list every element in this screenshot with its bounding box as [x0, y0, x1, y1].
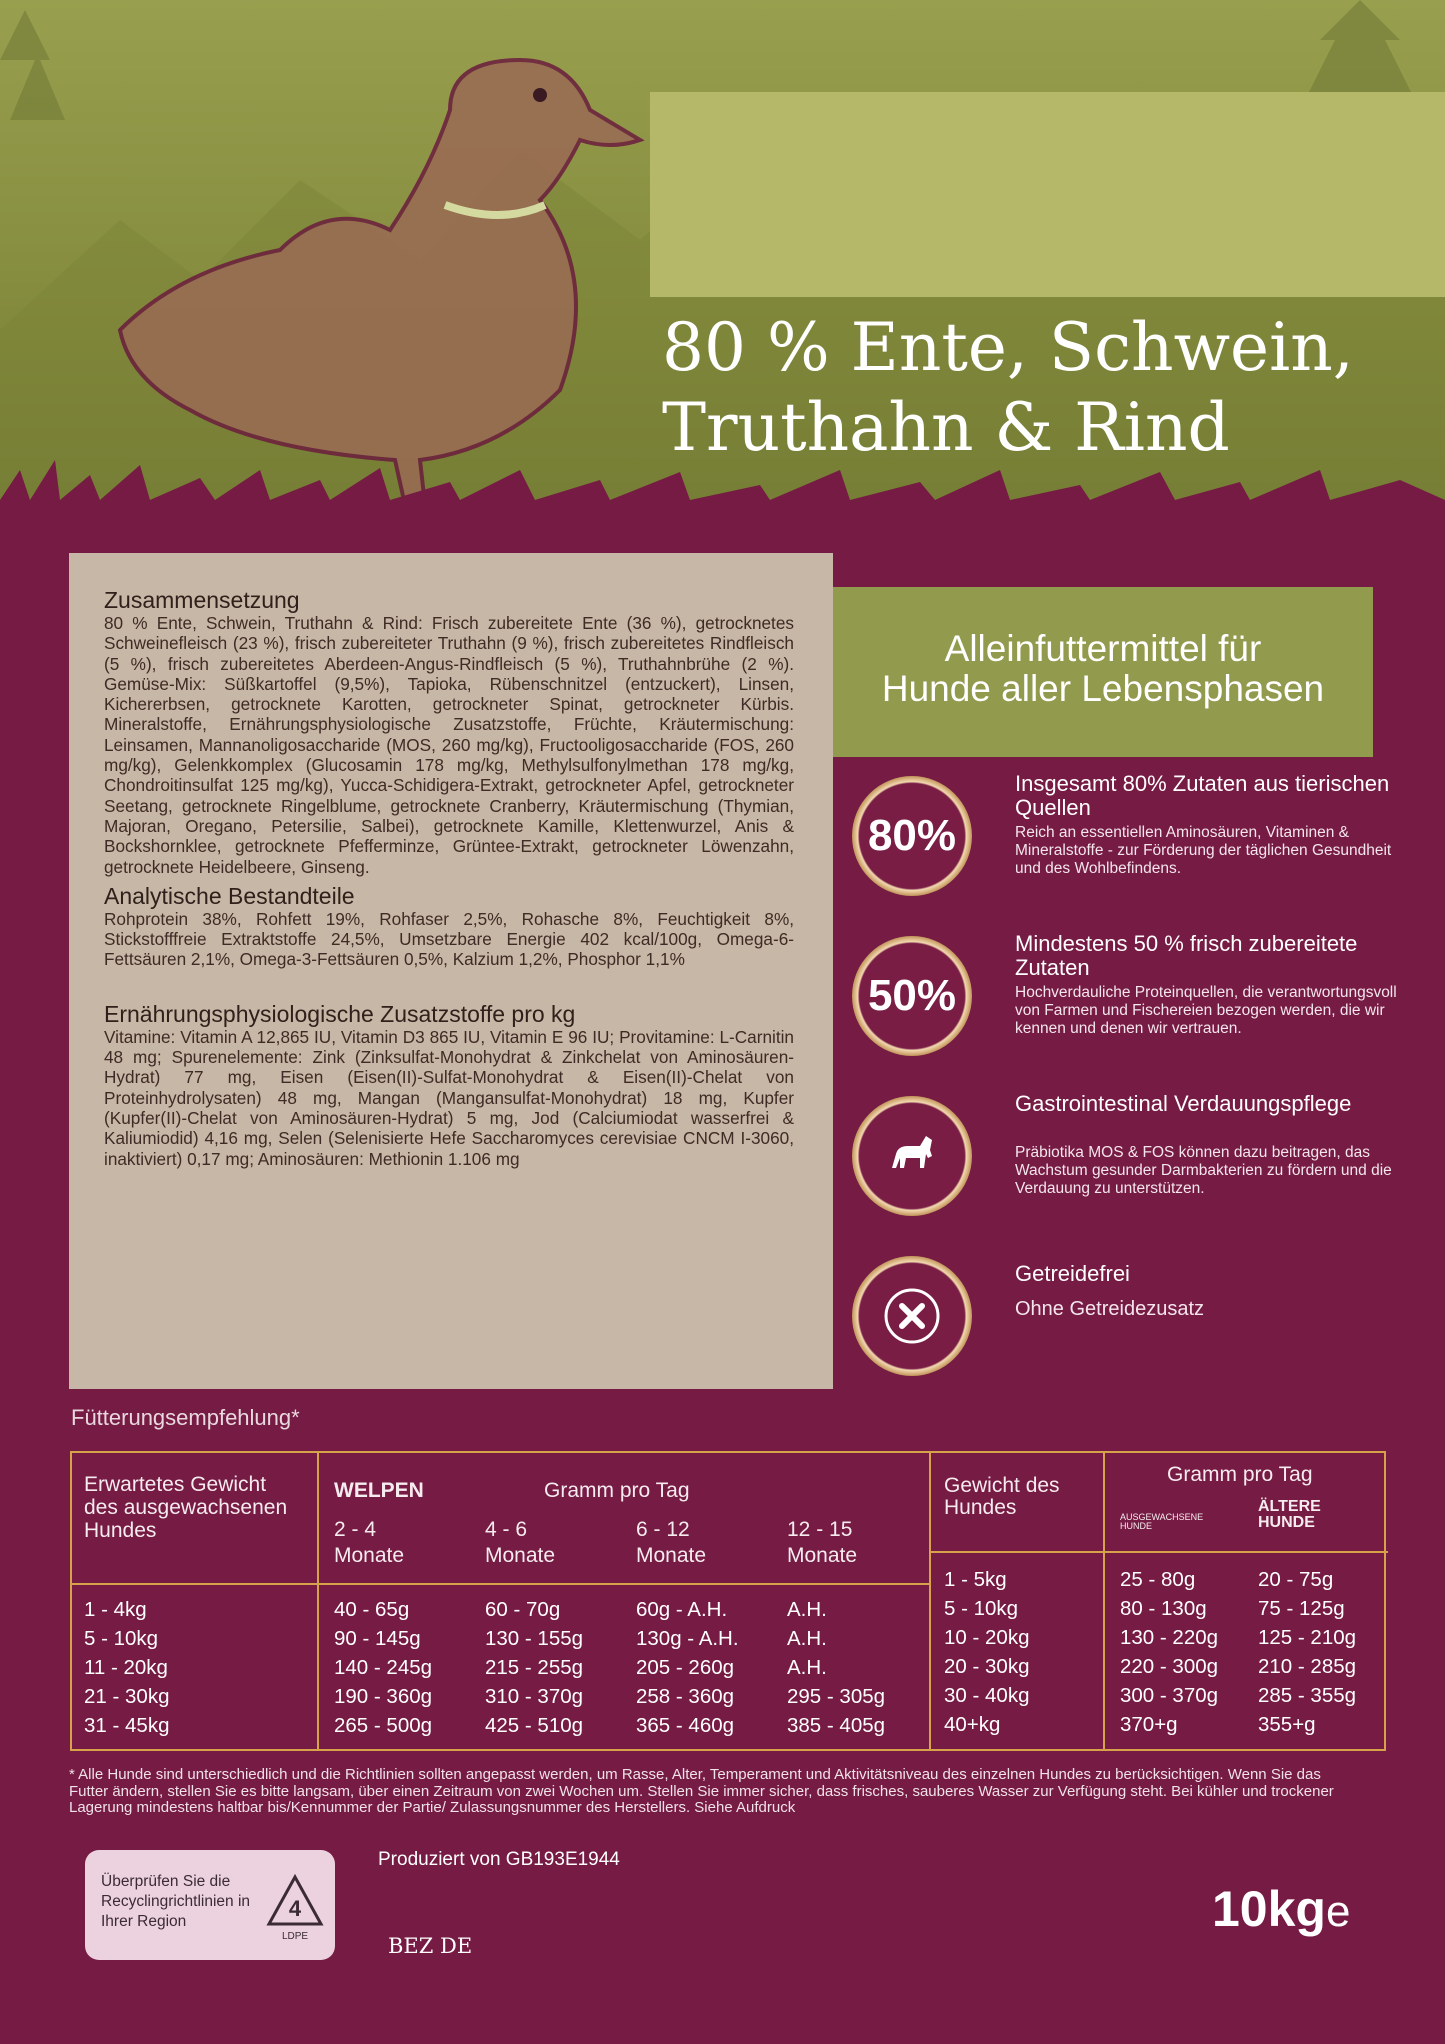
hero-label-box [650, 92, 1445, 297]
feature-description: Präbiotika MOS & FOS können dazu beitragen, das Wachstum gesunder Darmbakterien zu fördern und die Verdauung zu unterstützen. [1015, 1144, 1392, 1197]
table-cell: 355+g [1258, 1713, 1316, 1736]
recycle-triangle-icon [265, 1872, 325, 1942]
table-cell: 40 - 65g [334, 1598, 410, 1621]
table-cell: 20 - 30kg [944, 1655, 1030, 1678]
recycling-notice [85, 1850, 335, 1960]
badge-label: 50% [867, 971, 957, 1020]
producer-info: Produziert von GB193E1944 [378, 1849, 620, 1870]
feeding-caption: Fütterungsempfehlung* [71, 1405, 300, 1430]
age-column-1 [334, 1595, 432, 1740]
table-cell: 210 - 285g [1258, 1655, 1357, 1678]
additives-heading: Ernährungsphysiologische Zusatzstoffe pro kg [104, 1000, 576, 1027]
table-cell: 265 - 500g [334, 1714, 433, 1737]
table-cell: 205 - 260g [636, 1656, 735, 1679]
age-column-header: 4 - 6 Monate [485, 1518, 556, 1567]
table-divider [72, 1583, 929, 1585]
feeding-table [70, 1451, 1386, 1751]
net-weight [1212, 1880, 1350, 1938]
age-column-3 [636, 1595, 739, 1740]
table-cell: 25 - 80g [1120, 1568, 1196, 1591]
table-cell: 60g - A.H. [636, 1598, 728, 1621]
recycle-code: 4 [288, 1896, 302, 1921]
analytic-heading: Analytische Bestandteile [104, 882, 355, 909]
table-cell: 190 - 360g [334, 1685, 433, 1708]
feature-description: Reich an essentiellen Aminosäuren, Vitaminen & Mineralstoffe - zur Förderung der täglichen Gesundheit und des Wohlbefindens. [1015, 824, 1392, 877]
product-title-line2: Truthahn & Rind [662, 389, 1230, 466]
weight-header-left: Erwartetes Gewicht des ausgewachsenen Hundes [84, 1473, 288, 1542]
table-cell: 130g - A.H. [636, 1627, 739, 1650]
table-cell: A.H. [787, 1656, 827, 1679]
net-weight-value: 10kg [1212, 1881, 1326, 1937]
table-cell: 21 - 30kg [84, 1685, 170, 1708]
feature-title: Gastrointestinal Verdauungspflege [1015, 1091, 1352, 1116]
table-cell: 130 - 155g [485, 1627, 584, 1650]
table-cell: A.H. [787, 1598, 827, 1621]
composition-text: 80 % Ente, Schwein, Truthahn & Rind: Frisch zubereitete Ente (36 %), getrocknetes Schweinefleisch (23 %), frisch zubereiteter Truthahn (9 %), frisch zubereitetes Rindfleisch (5 %), frisch zubereitetes Aberdeen-Angus-Rindfleisch (5 %), Truthahnbrühe (2 %). Gemüse-Mix: Süßkartoffel (9,5%), Tapioka, Rübenschnitzel (entzuckert), Linsen, Kichererbsen, getrocknete Karotten, getrockneter Spinat, getrockneter Kürbis. Mineralstoffe, Ernährungsphysiologische Zusatzstoffe, Früchte, Kräutermischung: Leinsamen, Mannanoligosaccharide (MOS, 260 mg/kg), Fructooligosaccharide (FOS, 260 mg/kg), Gelenkkomplex (Glucosamin 178 mg/kg, Methylsulfonylmethan 178 mg/kg, Chondroitinsulfat 125 mg/kg), Yucca-Schidigera-Extrakt, getrockneter Apfel, getrockneter Seetang, getrocknete Ringelblume, getrocknete Cranberry, Kräutermischung (Thymian, Majoran, Oregano, Petersilie, Salbei), getrocknete Kamille, Klettenwurzel, Anis & Bockshornklee, getrocknete Pfefferminze, Grüntee-Extrakt, getrockneter Löwenzahn, getrocknete Heidelbeere, Ginseng. [104, 613, 794, 877]
table-cell: 5 - 10kg [84, 1627, 159, 1650]
table-cell: 10 - 20kg [944, 1626, 1030, 1649]
age-column-header: 2 - 4 Monate [334, 1518, 405, 1567]
puppy-label: WELPEN [334, 1479, 424, 1502]
age-column-2 [485, 1595, 583, 1740]
table-cell: 1 - 5kg [944, 1568, 1007, 1591]
hero-illustration [0, 0, 1445, 530]
bez-mark: BEZ DE [388, 1934, 473, 1958]
gram-label-left: Gramm pro Tag [544, 1479, 690, 1502]
feeding-footnote: * Alle Hunde sind unterschiedlich und die Richtlinien sollten angepasst werden, um Rasse, Alter, Temperament und Aktivitätsniveau des einzelnen Hundes zu berücksichtigen. Wenn Sie das Futter ändern, stellen Sie es bitte langsam, über einen Zeitraum von zwei Wochen um. Stellen Sie immer sicher, dass frisches, sauberes Wasser zur Verfügung steht. Bei kühler und trockener Lagerung mindestens haltbar bis/Kennummer der Partie/ Zulassungsnummer des Herstellers. Siehe Aufdruck [69, 1766, 1334, 1816]
product-title [662, 308, 1422, 468]
recycle-material: LDPE [281, 1931, 309, 1942]
table-cell: 285 - 355g [1258, 1684, 1357, 1707]
table-cell: 90 - 145g [334, 1627, 421, 1650]
estimated-sign: e [1325, 1887, 1351, 1936]
table-cell: 385 - 405g [787, 1714, 886, 1737]
senior-column [1258, 1565, 1356, 1739]
table-cell: 215 - 255g [485, 1656, 584, 1679]
table-cell: 125 - 210g [1258, 1626, 1357, 1649]
analytic-text: Rohprotein 38%, Rohfett 19%, Rohfaser 2,5%, Rohasche 8%, Feuchtigkeit 8%, Stickstofffreie Extraktstoffe 24,5%, Umsetzbare Energie 402 kcal/100g, Omega-6-Fettsäuren 2,1%, Omega-3-Fettsäuren 0,5%, Kalzium 1,2%, Phosphor 1,1% [104, 908, 794, 970]
table-cell: 20 - 75g [1258, 1568, 1334, 1591]
table-cell: 75 - 125g [1258, 1597, 1345, 1620]
banner-line1: Alleinfuttermittel für [944, 628, 1262, 669]
dog-icon [852, 1096, 972, 1216]
table-cell: A.H. [787, 1627, 827, 1650]
table-cell: 30 - 40kg [944, 1684, 1030, 1707]
gram-label-right: Gramm pro Tag [1167, 1463, 1313, 1486]
feature-description: Ohne Getreidezusatz [1015, 1298, 1204, 1320]
table-divider [1103, 1453, 1105, 1749]
recycling-text: Überprüfen Sie die Recyclingrichtlinien in Ihrer Region [101, 1873, 251, 1930]
table-cell: 40+kg [944, 1713, 1001, 1736]
table-cell: 130 - 220g [1120, 1626, 1219, 1649]
table-cell: 31 - 45kg [84, 1714, 170, 1737]
adult-label: AUSGEWACHSENE HUNDE [1120, 1512, 1204, 1531]
feature-digestion [852, 1091, 1412, 1226]
feature-animal-sources [852, 771, 1412, 906]
table-cell: 295 - 305g [787, 1685, 886, 1708]
banner-line2: Hunde aller Lebensphasen [881, 668, 1325, 709]
table-cell: 370+g [1120, 1713, 1178, 1736]
senior-label: ÄLTERE HUNDE [1258, 1498, 1321, 1531]
percent-badge-50 [852, 936, 972, 1056]
table-cell: 300 - 370g [1120, 1684, 1219, 1707]
grain-free-icon [852, 1256, 972, 1376]
table-cell: 365 - 460g [636, 1714, 735, 1737]
composition-heading: Zusammensetzung [104, 587, 300, 613]
feature-fresh-ingredients [852, 931, 1412, 1066]
feature-description: Hochverdauliche Proteinquellen, die verantwortungsvoll von Farmen und Fischereien bezogen werden, die wir kennen und denen wir vertrauen. [1015, 984, 1397, 1037]
product-title-line1: 80 % Ente, Schwein, [662, 309, 1354, 386]
age-column-header: 12 - 15 Monate [787, 1518, 858, 1567]
complete-food-banner [833, 587, 1373, 757]
table-cell: 425 - 510g [485, 1714, 584, 1737]
table-cell: 60 - 70g [485, 1598, 561, 1621]
table-cell: 5 - 10kg [944, 1597, 1019, 1620]
table-cell: 140 - 245g [334, 1656, 433, 1679]
table-divider [929, 1453, 931, 1749]
additives-text: Vitamine: Vitamin A 12,865 IU, Vitamin D3 865 IU, Vitamin E 96 IU; Provitamine: L-Carnitin 48 mg; Spurenelemente: Zink (Zinksulfat-Monohydrat & Zinkchelat von Aminosäuren-Hydrat) 77 mg, Eisen (Eisen(II)-Sulfat-Monohydrat & Eisen(II)-Chelat von Proteinhydrolysaten) 48 mg, Mangan (Mangansulfat-Monohydrat) 18 mg, Kupfer (Kupfer(II)-Chelat von Aminosäuren-Hydrat) 5 mg, Jod (Calciumiodat wasserfrei & Kaliumiodid) 4,16 mg, Selen (Selenisierte Hefe Saccharomyces cerevisiae CNCM I-3060, inaktiviert) 0,17 mg; Aminosäuren: Methionin 1.106 mg [104, 1026, 794, 1169]
composition-panel [69, 553, 833, 1389]
adult-column [1120, 1565, 1218, 1739]
table-cell: 258 - 360g [636, 1685, 735, 1708]
feature-title: Getreidefrei [1015, 1261, 1130, 1286]
badge-label: 80% [867, 811, 957, 860]
weight-header-right: Gewicht des Hundes [944, 1474, 1060, 1519]
table-cell: 80 - 130g [1120, 1597, 1207, 1620]
age-column-4 [787, 1595, 885, 1740]
table-divider [929, 1551, 1388, 1553]
feature-grain-free [852, 1256, 1412, 1386]
table-cell: 220 - 300g [1120, 1655, 1219, 1678]
weight-column-right [944, 1565, 1029, 1739]
table-divider [317, 1453, 319, 1749]
age-column-header: 6 - 12 Monate [636, 1518, 707, 1567]
table-cell: 11 - 20kg [84, 1656, 168, 1679]
feature-title: Insgesamt 80% Zutaten aus tierischen Quellen [1015, 771, 1390, 820]
percent-badge-80 [852, 776, 972, 896]
table-cell: 310 - 370g [485, 1685, 584, 1708]
weight-column-left [84, 1595, 169, 1740]
table-cell: 1 - 4kg [84, 1598, 147, 1621]
feature-title: Mindestens 50 % frisch zubereitete Zutaten [1015, 931, 1358, 980]
